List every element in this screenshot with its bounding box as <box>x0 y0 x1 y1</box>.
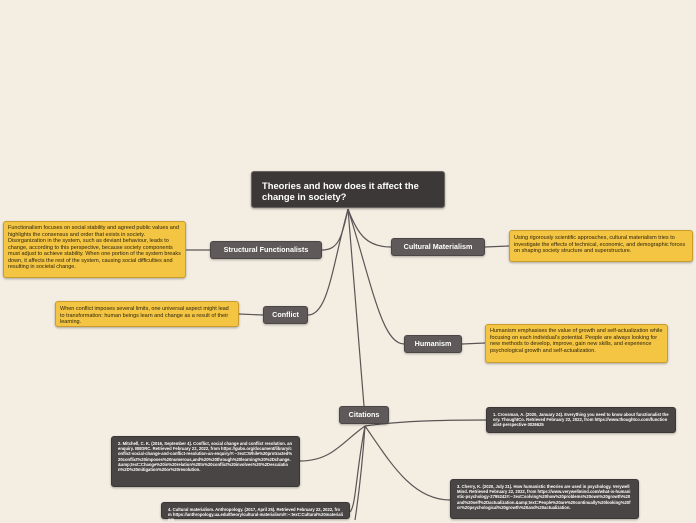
note-text: When conflict imposes several limits, one universal aspect might lead to transformation: human beings learn and change as a result of their learning. <box>60 306 229 325</box>
topic-structural-functionalists[interactable] <box>210 241 322 259</box>
citation-2[interactable] <box>111 436 300 487</box>
note-text: Functionalism focuses on social stability and agreed public values and highlights the consensus and order that exists in society. Disorganization in the system, such as deviant behaviour, leads to change, according to this perspective, because society components must adjust to achieve stability. When one portion of the system breaks down, it affects the rest of the system, causing social difficulties and resulting in societal change. <box>8 225 181 270</box>
note-conflict[interactable] <box>55 301 239 327</box>
connector-structural-functionalists <box>322 209 348 250</box>
connector-citation-3 <box>365 426 450 500</box>
topic-label: Cultural Materialism <box>403 242 473 251</box>
note-structural-functionalists[interactable] <box>3 221 186 278</box>
topic-label: Humanism <box>414 339 452 348</box>
topic-cultural-materialism[interactable] <box>391 238 485 256</box>
connector-note-cultural-materialism <box>485 246 509 247</box>
connector-conflict <box>308 209 348 315</box>
topic-citations[interactable] <box>339 406 389 424</box>
connector-note-conflict <box>239 314 263 315</box>
note-cultural-materialism[interactable] <box>509 230 693 262</box>
citation-4[interactable] <box>161 502 350 523</box>
citation-3[interactable] <box>450 479 639 519</box>
topic-humanism[interactable] <box>404 335 462 353</box>
note-text: Humanism emphasises the value of growth and self-actualization while focusing on each individual's potential. People are always looking for new methods to develop, improve, gain new skills, and experience psychological growth and self-actualization. <box>490 328 663 354</box>
central-topic[interactable] <box>251 171 445 208</box>
topic-label: Citations <box>348 410 380 419</box>
note-text: Using rigorously scientific approaches, cultural materialism tries to investigate the effects of technical, economic, and demographic forces on shaping society structure and superstructure. <box>514 235 686 254</box>
topic-label: Structural Functionalists <box>223 245 309 254</box>
citation-text: 4. Cultural materialism. Anthropology. (2017, April 25). Retrieved February 22, 2022, from https://anthropology.ua.edu/theory/cultural-materialism/#:~:text=Cultural%20materialism <box>168 507 343 523</box>
central-topic-title: Theories and how does it affect the change in society? <box>262 180 419 202</box>
citation-text: 3. Cherry, K. (2020, July 21). How humanistic theories are used in psychology. Verywell Mind. Retrieved February 22, 2022, from https://www.verywellmind.com/what-is-humanistic-psychology-2795242#:~:text=solving%20how%20problems%20own%20growth%20and%20self%2Dactualization.&amp;text=People%20are%20continually%20looking%20for%20psychological%20growth%20and%20actualization. <box>457 484 631 510</box>
citation-1[interactable] <box>486 407 676 433</box>
connector-cultural-materialism <box>348 209 391 247</box>
note-humanism[interactable] <box>485 324 668 363</box>
citation-text: 2. Mitchell, C. K. (2016, September 4). Conflict, social change and conflict resolution. an enquiry. BBDRC. Retrieved February 22, 2022, from https://gubo.org/document/library/conflict-social-change-and-conflict-resolution-an-enquiry/#:~:text=While%20protracted%20conflict%20imposes%20numerous,and%20%20through%20learning%20%2Dchange.&amp;text=Change%20in%20relation%20to%20conflict%20involves%20%2Descalation%2D%20mitigation%20or%20resolution. <box>118 441 293 473</box>
connector-citation-more <box>355 426 365 520</box>
connector-note-humanism <box>462 343 485 344</box>
connector-humanism <box>348 209 404 344</box>
connector-citations <box>348 209 364 406</box>
topic-conflict[interactable] <box>263 306 308 324</box>
connector-citation-2 <box>300 426 365 461</box>
topic-label: Conflict <box>272 310 299 319</box>
citation-text: 1. Crossman, A. (2020, January 24). Everything you need to know about functionalist theory. ThoughtCo. Retrieved February 22, 2022, from https://www.thoughtco.com/functionalist-perspective-3026625 <box>493 412 669 428</box>
